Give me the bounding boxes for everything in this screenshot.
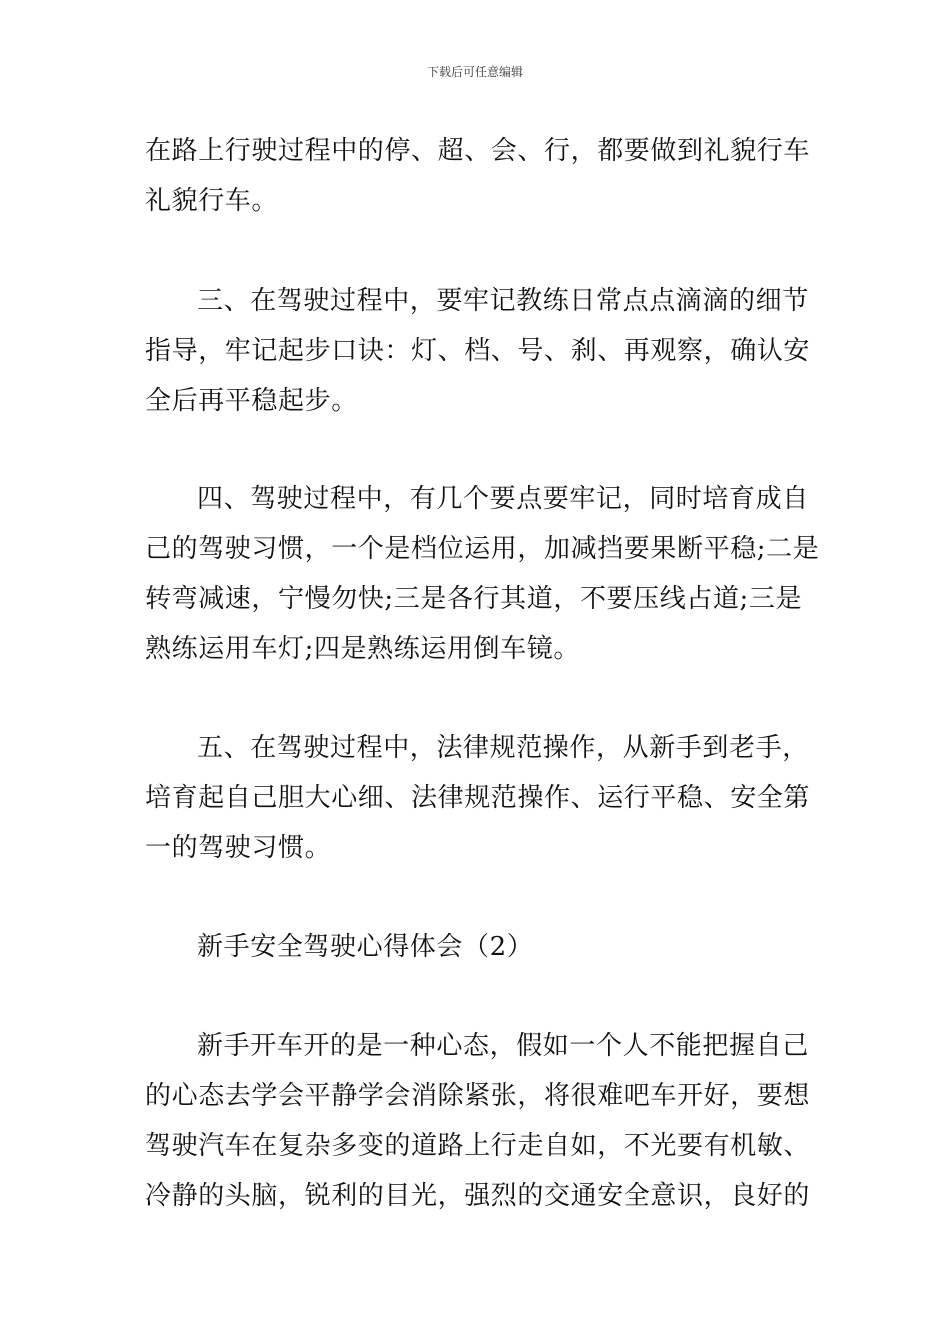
section-title: 新手安全驾驶心得体会（2） [197, 932, 534, 962]
text-line: 一的驾驶习惯。 [145, 833, 332, 863]
text-line: 指导，牢记起步口诀：灯、档、号、刹、再观察，确认安 [145, 336, 811, 366]
text-line: 全后再平稳起步。 [145, 386, 358, 416]
paragraph-first-line: 新手开车开的是一种心态，假如一个人不能把握自己 [197, 1031, 809, 1061]
paragraph-first-line: 三、在驾驶过程中，要牢记教练日常点点滴滴的细节 [197, 286, 809, 316]
paragraph-first-line: 四、驾驶过程中，有几个要点要牢记，同时培育成自 [197, 484, 809, 514]
text-line: 的心态去学会平静学会消除紧张，将很难吧车开好，要想 [145, 1081, 811, 1111]
text-line: 驾驶汽车在复杂多变的道路上行走自如，不光要有机敏、 [145, 1131, 811, 1161]
paragraph-first-line: 五、在驾驶过程中，法律规范操作，从新手到老手， [197, 733, 809, 763]
text-line: 在路上行驶过程中的停、超、会、行，都要做到礼貌行车 [145, 136, 811, 166]
text-line: 培育起自己胆大心细、法律规范操作、运行平稳、安全第 [145, 783, 811, 813]
page-header: 下载后可任意编辑 [426, 65, 523, 79]
text-line: 熟练运用车灯;四是熟练运用倒车镜。 [145, 634, 580, 664]
text-line: 礼貌行车。 [145, 186, 279, 216]
text-line: 己的驾驶习惯，一个是档位运用，加减挡要果断平稳;二是 [145, 534, 820, 564]
text-line: 转弯减速，宁慢勿快;三是各行其道，不要压线占道;三是 [145, 584, 803, 614]
text-line: 冷静的头脑，锐利的目光，强烈的交通安全意识，良好的 [145, 1181, 811, 1211]
